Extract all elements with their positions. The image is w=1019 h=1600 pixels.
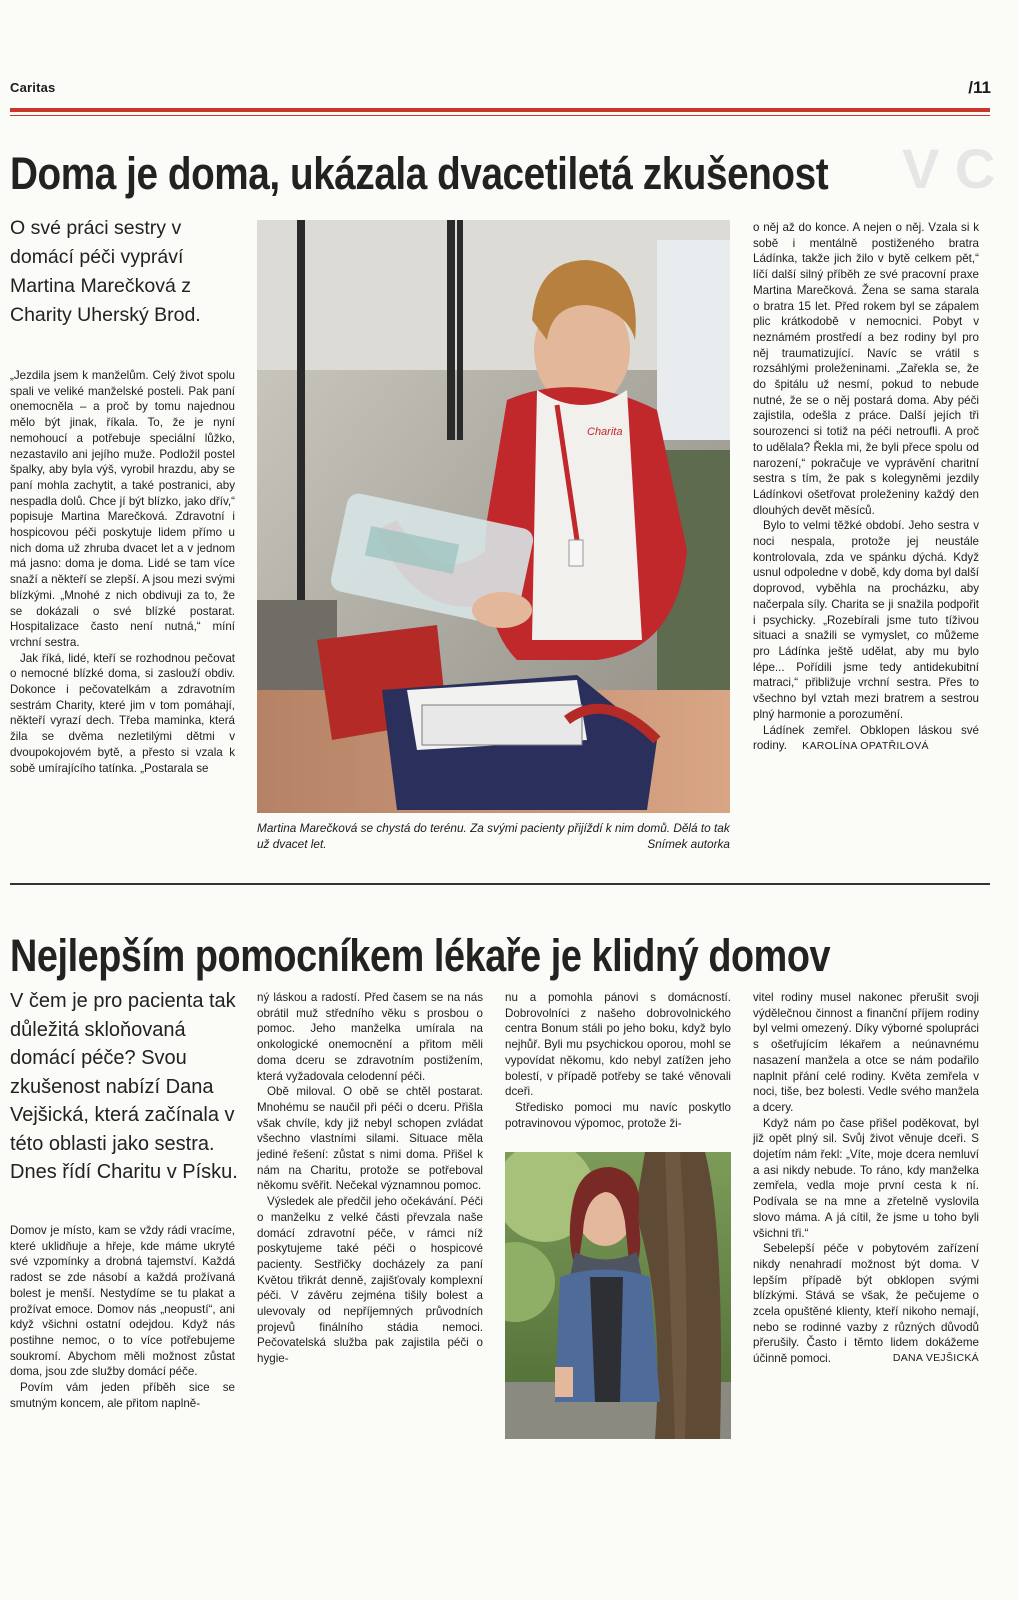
article1-title: Doma je doma, ukázala dvacetiletá zkušenost	[10, 148, 829, 199]
paragraph: Domov je místo, kam se vždy rádi vracíme, které uklidňuje a hřeje, kde máme ukryté své vzpomínky a drobná tajemství. Každá radost se zde násobí a každá prožívaná bolest je menší. Nestydíme se tu plakat a prožívat emoce. Domov nás „neopustí“, ani když všichni ostatní odejdou. Když nás postihne nemoc, o to více potřebujeme soukromí. Abychom měli možnost zůstat doma, jsou zde služby domácí péče.	[10, 1224, 235, 1379]
article2-title: Nejlepším pomocníkem lékaře je klidný domov	[10, 930, 831, 981]
article1-lead: O své práci sestry v domácí péči vypráví Martina Marečková z Charity Uherský Brod.	[10, 217, 201, 326]
paragraph	[753, 723, 979, 755]
article2-lead: V čem je pro pacienta tak důležitá skloňovaná domácí péče? Svou zkušenost nabízí Dana Vejšická, která začínala v této oblasti jako sestra. Dnes řídí Charitu v Písku.	[10, 990, 238, 1183]
photo-nurse-packing-bag	[257, 220, 730, 813]
header-rule	[10, 108, 990, 112]
paragraph: vitel rodiny musel nakonec přerušit svoji výdělečnou činnost a finanční příjem rodiny byl velmi omezený. Díky výborné spolupráci s ošetřujícím lékařem a neúnavnému nasazení manžela a otce se nám podařilo naplnit přání celé rodiny. Květa zemřela v noci, tiše, bez bolesti. Vedle svého manžela a dcery.	[753, 991, 979, 1114]
photo-credit: Snímek autorka	[647, 837, 730, 851]
paragraph: ný láskou a radostí. Před časem se na nás obrátil muž středního věku s prosbou o pomoc. Jeho manželka umírala na onkologické onemocnění a přitom měli doma dceru se zdravotním postižením, která vyžadovala celodenní péči.	[257, 991, 483, 1083]
article2-photo	[505, 1152, 731, 1439]
paragraph: Když nám po čase přišel poděkovat, byl již opět plný sil. Svůj život věnuje dceři. S dojetím nám řekl: „Víte, moje dcera nemluví a asi nikdy nebude. To ráno, kdy manželka zemřela, vedla moje první cesta k ní. Podívala se na mne a zřetelně vyslovila slovo máma. A já cítil, že jsme u toho byli všichni tři.“	[753, 1116, 979, 1240]
article1-column-4	[753, 220, 979, 755]
header-rule-thin	[10, 115, 990, 116]
paragraph: nu a pomohla pánovi s domácností. Dobrovolníci z našeho dobrovolnického centra Bonum stáli po jeho boku, když bylo nejhůř. Byli mu psychickou oporou, mohl se vypovídat někomu, kdo nebyl zatížen jeho bolestí, v případě potřeby se také věnovali dceři.	[505, 991, 731, 1099]
paragraph: Středisko pomoci mu navíc poskytlo potravinovou výpomoc, protože ži-	[505, 1100, 731, 1130]
article-separator	[10, 883, 990, 885]
photo-portrait-woman	[505, 1152, 731, 1439]
caption-text: Martina Marečková se chystá do terénu. Za svými pacienty přijíždí k nim domů. Dělá to tak už dvacet let.	[257, 821, 730, 851]
article1-caption	[257, 820, 730, 852]
paragraph	[753, 1241, 979, 1367]
paragraph-text: Sebelepší péče v pobytovém zařízení nikdy nenahradí možnost být doma. V lepším případě být obklopen svými blízkými. Stává se však, že pečujeme o zcela opuštěné klienty, kteří nikoho nemají, nebo se rodinné vazby z různých důvodů přerušily. Často i těmto lidem dokážeme účinně pomoci.	[753, 1242, 979, 1366]
paragraph: o něj až do konce. A nejen o něj. Vzala si k sobě i mentálně postiženého bratra Ládínka, takže jich žilo v bytě celkem pět,“ líčí další silný příběh ze své pracovní praxe Martina Marečková. Žena se sama starala o bratra 15 let. Před rokem byl se zápalem plic krátkodobě v nemocnici. Pobyt v neznámém prostředí a bez rodiny byl pro něj traumatizující. Navíc se vrátil s rozsáhlými proleženinami. „Zařekla se, že do špitálu už nesmí, pokud to nebude nutné, že se o něj postará doma. Aby péči zajistila, odešla z práce. Další jejích tři sourozenci si totiž na péči netroufli. A proč to udělala? Řekla mi, že byli přece spolu od narození,“ pokračuje ve vyprávění charitní sestra s tím, že pak s kolegyněmi jezdily Ládínkovi ošetřovat proleženiny každý den dlouhých devět měsíců.	[753, 221, 979, 517]
article1-signature: KAROLÍNA OPATŘILOVÁ	[802, 740, 929, 753]
article1-photo	[257, 220, 730, 813]
section-label: Caritas	[10, 80, 56, 95]
page-number: /11	[968, 78, 991, 97]
paragraph: Bylo to velmi těžké období. Jeho sestra v noci nespala, protože jej neustále kontrolovala, zda ve spánku dýchá. Když usnul odpoledne v době, kdy doma byl další doprovod, vyběhla na procházku, aby načerpala síly. Charita se ji snažila podpořit i psychicky. „Rozebírali jsme tuto tíživou situaci a snažili se vymyslet, co můžeme pro Ládínka ještě udělat, aby mu bylo lépe... Pořídili jsme tedy antidekubitní matraci,“ přibližuje vrchní sestra. Přes to všechno byl vztah mezi bratrem a sestrou plný harmonie a porozumění.	[753, 519, 979, 721]
paragraph: Výsledek ale předčil jeho očekávání. Péči o manželku z velké části převzala naše domácí zdravotní péče, v rámci níž poskytujeme také péči o hospicové pacienty. Sestřičky docházely za paní Květou třikrát denně, zajišťovaly komplexní péči. V závěru zejména tišily bolest a ulevovaly od nepříjemných průvodních projevů finálního stádia nemoci. Pečovatelská služba pak zajistila péči o hygie-	[257, 1195, 483, 1366]
article2-column-1	[10, 1223, 235, 1411]
charita-badge: Charita	[587, 426, 623, 438]
paragraph: „Jezdila jsem k manželům. Celý život spolu spali ve veliké manželské posteli. Pak paní onemocněla – a proč by tomu najednou mělo být jinak, říkala. To, že je nyní nemohoucí a potřebuje speciální lůžko, nezastavilo ani jejího muže. Podložil postel špalky, aby byla výš, vyrobil hrazdu, aby se paní mohla zachytit, a také postranici, aby nespadla dolů. Chce jí být blízko, jako dřív,“ popisuje Martina Marečková. Zdravotní i hospicovou péči poskytuje lidem přímo u nich doma už zhruba dvacet let a v jednom má jasno: doma je doma. Lidé se tam více snaží a někteří se zlepší. A jsou mezi svými blízkými. „Mnohé z nich obdivuji za to, že se dokázali o své blízké postarat. Hospitalizace často není nutná,“ míní vrchní sestra.	[10, 369, 235, 649]
article1-column-1	[10, 368, 235, 776]
paragraph: Povím vám jeden příběh sice se smutným koncem, ale přitom naplně-	[10, 1381, 235, 1410]
article2-signature: DANA VEJŠICKÁ	[892, 1352, 979, 1365]
ghost-letters: V C	[902, 137, 996, 200]
article2-column-2	[257, 990, 483, 1367]
paragraph: Obě miloval. O obě se chtěl postarat. Mnohému se naučil při péči o dceru. Přišla však chvíle, kdy již nebyl schopen zvládat všechno vlastními silami. Situace měla jediné řešení: zůstat s nimi doma. Přišel k nám na Charitu, protože se potřeboval někomu svěřit. Nečekal významnou pomoc.	[257, 1085, 483, 1193]
paragraph: Jak říká, lidé, kteří se rozhodnou pečovat o nemocné blízké doma, si zaslouží obdiv. Dokonce i pečovatelkám a zdravotním sestrám Charity, které jim v tom pomáhají, někteří vyrazí dech. Třeba maminka, která žila se dvěma nezletilými dětmi v dvoupokojovém bytě, a přesto si vzala k sobě umírajícího tatínka. „Postarala se	[10, 651, 235, 775]
article2-column-4	[753, 990, 979, 1367]
article2-column-3	[505, 990, 731, 1131]
paragraph-text: Ládínek zemřel. Obklopen láskou své rodiny.	[753, 723, 979, 753]
